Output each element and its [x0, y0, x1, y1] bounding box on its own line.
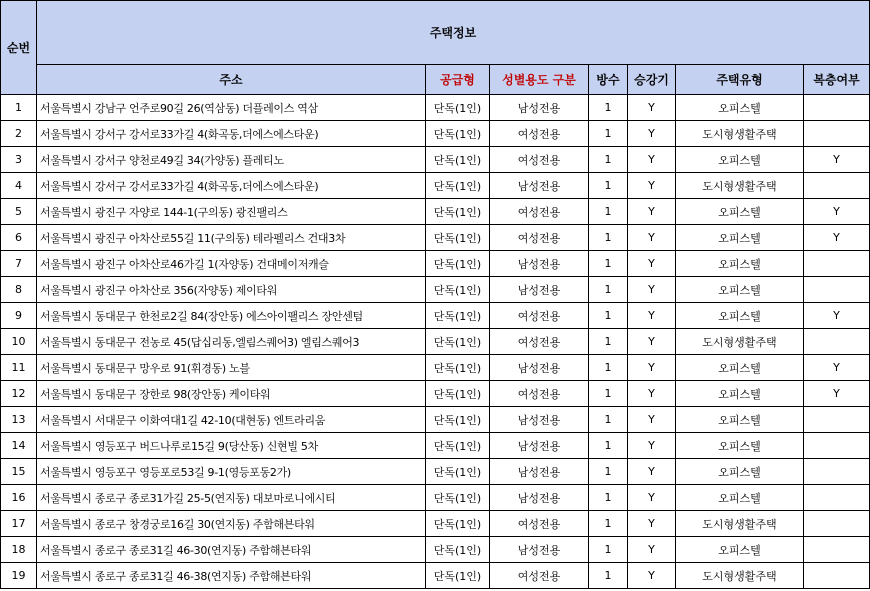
cell-housing-type[interactable]: 오피스텔 [676, 303, 804, 329]
cell-duplex[interactable] [804, 121, 870, 147]
cell-housing-type[interactable]: 오피스텔 [676, 537, 804, 563]
cell-duplex[interactable] [804, 563, 870, 589]
table-row [1, 329, 870, 355]
cell-address[interactable]: 서울특별시 광진구 아차산로 356(자양동) 제이타워 [37, 277, 426, 303]
cell-address[interactable]: 서울특별시 동대문구 전농로 45(답십리동,엘림스퀘어3) 엘림스퀘어3 [37, 329, 426, 355]
cell-supply-type[interactable]: 단독(1인) [426, 147, 490, 173]
cell-address[interactable]: 서울특별시 강서구 강서로33가길 4(화곡동,더에스에스타운) [37, 173, 426, 199]
cell-elevator[interactable]: Y [628, 563, 676, 589]
col-header-no[interactable]: 순번 [1, 1, 37, 95]
cell-supply-type[interactable]: 단독(1인) [426, 355, 490, 381]
cell-rooms[interactable]: 1 [589, 173, 628, 199]
table-row [1, 251, 870, 277]
cell-rooms[interactable]: 1 [589, 329, 628, 355]
cell-address[interactable]: 서울특별시 종로구 종로31길 46-38(연지동) 주함해븐타워 [37, 563, 426, 589]
cell-gender-use[interactable]: 여성전용 [490, 225, 589, 251]
cell-elevator[interactable]: Y [628, 303, 676, 329]
cell-rooms[interactable]: 1 [589, 303, 628, 329]
cell-gender-use[interactable]: 남성전용 [490, 459, 589, 485]
table-row [1, 433, 870, 459]
cell-address[interactable]: 서울특별시 서대문구 이화여대1길 42-10(대현동) 엔트라리움 [37, 407, 426, 433]
cell-no[interactable]: 6 [1, 225, 37, 251]
cell-gender-use[interactable]: 남성전용 [490, 433, 589, 459]
cell-supply-type[interactable]: 단독(1인) [426, 511, 490, 537]
cell-housing-type[interactable]: 도시형생활주택 [676, 563, 804, 589]
table-row [1, 511, 870, 537]
col-header-elevator[interactable]: 승강기 [628, 65, 676, 95]
cell-duplex[interactable] [804, 433, 870, 459]
cell-elevator[interactable]: Y [628, 251, 676, 277]
table-row [1, 381, 870, 407]
cell-supply-type[interactable]: 단독(1인) [426, 225, 490, 251]
table-row [1, 225, 870, 251]
cell-no[interactable]: 4 [1, 173, 37, 199]
cell-no[interactable]: 11 [1, 355, 37, 381]
cell-supply-type[interactable]: 단독(1인) [426, 433, 490, 459]
cell-elevator[interactable]: Y [628, 537, 676, 563]
cell-address[interactable]: 서울특별시 동대문구 장한로 98(장안동) 케이타워 [37, 381, 426, 407]
cell-gender-use[interactable]: 여성전용 [490, 511, 589, 537]
cell-supply-type[interactable]: 단독(1인) [426, 381, 490, 407]
cell-rooms[interactable]: 1 [589, 537, 628, 563]
cell-gender-use[interactable]: 여성전용 [490, 329, 589, 355]
cell-duplex[interactable] [804, 485, 870, 511]
table-row [1, 355, 870, 381]
cell-rooms[interactable]: 1 [589, 147, 628, 173]
cell-address[interactable]: 서울특별시 종로구 창경궁로16길 30(연지동) 주함해븐타워 [37, 511, 426, 537]
cell-duplex[interactable] [804, 251, 870, 277]
cell-duplex[interactable]: Y [804, 303, 870, 329]
cell-no[interactable]: 19 [1, 563, 37, 589]
cell-rooms[interactable]: 1 [589, 225, 628, 251]
cell-duplex[interactable] [804, 537, 870, 563]
cell-no[interactable]: 15 [1, 459, 37, 485]
cell-gender-use[interactable]: 여성전용 [490, 563, 589, 589]
cell-no[interactable]: 7 [1, 251, 37, 277]
cell-address[interactable]: 서울특별시 영등포구 버드나루로15길 9(당산동) 신현빌 5차 [37, 433, 426, 459]
col-header-gender-use[interactable]: 성별용도 구분 [490, 65, 589, 95]
cell-rooms[interactable]: 1 [589, 459, 628, 485]
cell-address[interactable]: 서울특별시 광진구 아차산로46가길 1(자양동) 건대메이저캐슬 [37, 251, 426, 277]
cell-no[interactable]: 1 [1, 95, 37, 121]
cell-elevator[interactable]: Y [628, 147, 676, 173]
col-header-housing-type[interactable]: 주택유형 [676, 65, 804, 95]
cell-supply-type[interactable]: 단독(1인) [426, 173, 490, 199]
table-row [1, 485, 870, 511]
cell-supply-type[interactable]: 단독(1인) [426, 459, 490, 485]
cell-housing-type[interactable]: 도시형생활주택 [676, 173, 804, 199]
table-row [1, 173, 870, 199]
cell-no[interactable]: 18 [1, 537, 37, 563]
table-row [1, 303, 870, 329]
cell-gender-use[interactable]: 여성전용 [490, 303, 589, 329]
cell-elevator[interactable]: Y [628, 433, 676, 459]
cell-duplex[interactable] [804, 407, 870, 433]
cell-housing-type[interactable]: 오피스텔 [676, 407, 804, 433]
cell-no[interactable]: 16 [1, 485, 37, 511]
cell-duplex[interactable]: Y [804, 381, 870, 407]
cell-rooms[interactable]: 1 [589, 355, 628, 381]
cell-duplex[interactable]: Y [804, 225, 870, 251]
cell-supply-type[interactable]: 단독(1인) [426, 95, 490, 121]
cell-rooms[interactable]: 1 [589, 511, 628, 537]
cell-elevator[interactable]: Y [628, 277, 676, 303]
cell-elevator[interactable]: Y [628, 459, 676, 485]
cell-supply-type[interactable]: 단독(1인) [426, 537, 490, 563]
cell-housing-type[interactable]: 오피스텔 [676, 355, 804, 381]
cell-supply-type[interactable]: 단독(1인) [426, 199, 490, 225]
group-header-housing-info[interactable]: 주택정보 [37, 1, 870, 65]
col-header-rooms[interactable]: 방수 [589, 65, 628, 95]
col-header-address[interactable]: 주소 [37, 65, 426, 95]
col-header-supply-type[interactable]: 공급형 [426, 65, 490, 95]
cell-elevator[interactable]: Y [628, 225, 676, 251]
cell-rooms[interactable]: 1 [589, 277, 628, 303]
cell-housing-type[interactable]: 오피스텔 [676, 147, 804, 173]
cell-supply-type[interactable]: 단독(1인) [426, 485, 490, 511]
cell-housing-type[interactable]: 도시형생활주택 [676, 329, 804, 355]
cell-gender-use[interactable]: 남성전용 [490, 485, 589, 511]
cell-rooms[interactable]: 1 [589, 407, 628, 433]
table-row [1, 537, 870, 563]
table-body [1, 95, 870, 589]
cell-housing-type[interactable]: 오피스텔 [676, 251, 804, 277]
cell-address[interactable]: 서울특별시 강서구 강서로33가길 4(화곡동,더에스에스타운) [37, 121, 426, 147]
cell-no[interactable]: 3 [1, 147, 37, 173]
cell-rooms[interactable]: 1 [589, 95, 628, 121]
cell-gender-use[interactable]: 남성전용 [490, 95, 589, 121]
cell-housing-type[interactable]: 오피스텔 [676, 381, 804, 407]
cell-elevator[interactable]: Y [628, 95, 676, 121]
cell-elevator[interactable]: Y [628, 381, 676, 407]
cell-gender-use[interactable]: 남성전용 [490, 537, 589, 563]
cell-elevator[interactable]: Y [628, 355, 676, 381]
cell-no[interactable]: 5 [1, 199, 37, 225]
col-header-duplex[interactable]: 복층여부 [804, 65, 870, 95]
cell-rooms[interactable]: 1 [589, 199, 628, 225]
cell-no[interactable]: 10 [1, 329, 37, 355]
cell-duplex[interactable] [804, 173, 870, 199]
cell-housing-type[interactable]: 오피스텔 [676, 433, 804, 459]
cell-elevator[interactable]: Y [628, 511, 676, 537]
table-row [1, 407, 870, 433]
cell-no[interactable]: 8 [1, 277, 37, 303]
cell-elevator[interactable]: Y [628, 485, 676, 511]
cell-rooms[interactable]: 1 [589, 433, 628, 459]
cell-housing-type[interactable]: 오피스텔 [676, 199, 804, 225]
cell-address[interactable]: 서울특별시 강서구 양천로49길 34(가양동) 플레티노 [37, 147, 426, 173]
cell-address[interactable]: 서울특별시 광진구 아차산로55길 11(구의동) 테라펠리스 건대3차 [37, 225, 426, 251]
cell-duplex[interactable] [804, 329, 870, 355]
cell-address[interactable]: 서울특별시 동대문구 한천로2길 84(장안동) 에스아이팰리스 장안센텀 [37, 303, 426, 329]
cell-elevator[interactable]: Y [628, 329, 676, 355]
cell-no[interactable]: 2 [1, 121, 37, 147]
cell-duplex[interactable] [804, 511, 870, 537]
cell-rooms[interactable]: 1 [589, 251, 628, 277]
cell-rooms[interactable]: 1 [589, 485, 628, 511]
cell-housing-type[interactable]: 도시형생활주택 [676, 511, 804, 537]
cell-housing-type[interactable]: 오피스텔 [676, 277, 804, 303]
cell-gender-use[interactable]: 여성전용 [490, 199, 589, 225]
cell-no[interactable]: 14 [1, 433, 37, 459]
cell-gender-use[interactable]: 남성전용 [490, 251, 589, 277]
cell-address[interactable]: 서울특별시 종로구 종로31가길 25-5(연지동) 대보마로니에시티 [37, 485, 426, 511]
cell-duplex[interactable] [804, 277, 870, 303]
cell-rooms[interactable]: 1 [589, 563, 628, 589]
cell-elevator[interactable]: Y [628, 199, 676, 225]
cell-duplex[interactable]: Y [804, 199, 870, 225]
table-row [1, 199, 870, 225]
cell-gender-use[interactable]: 여성전용 [490, 381, 589, 407]
cell-housing-type[interactable]: 오피스텔 [676, 225, 804, 251]
cell-address[interactable]: 서울특별시 종로구 종로31길 46-30(연지동) 주함해븐타워 [37, 537, 426, 563]
cell-supply-type[interactable]: 단독(1인) [426, 303, 490, 329]
cell-housing-type[interactable]: 오피스텔 [676, 485, 804, 511]
table-row [1, 563, 870, 589]
cell-housing-type[interactable]: 도시형생활주택 [676, 121, 804, 147]
cell-elevator[interactable]: Y [628, 121, 676, 147]
cell-duplex[interactable]: Y [804, 147, 870, 173]
cell-supply-type[interactable]: 단독(1인) [426, 407, 490, 433]
cell-address[interactable]: 서울특별시 강남구 언주로90길 26(역삼동) 더플레이스 역삼 [37, 95, 426, 121]
cell-address[interactable]: 서울특별시 동대문구 망우로 91(휘경동) 노블 [37, 355, 426, 381]
cell-supply-type[interactable]: 단독(1인) [426, 251, 490, 277]
cell-gender-use[interactable]: 여성전용 [490, 121, 589, 147]
cell-supply-type[interactable]: 단독(1인) [426, 277, 490, 303]
table-row [1, 95, 870, 121]
cell-no[interactable]: 12 [1, 381, 37, 407]
cell-rooms[interactable]: 1 [589, 381, 628, 407]
table-row [1, 459, 870, 485]
cell-supply-type[interactable]: 단독(1인) [426, 329, 490, 355]
table-row [1, 121, 870, 147]
table-row [1, 277, 870, 303]
cell-elevator[interactable]: Y [628, 407, 676, 433]
cell-no[interactable]: 13 [1, 407, 37, 433]
cell-duplex[interactable]: Y [804, 355, 870, 381]
cell-gender-use[interactable]: 남성전용 [490, 355, 589, 381]
cell-gender-use[interactable]: 남성전용 [490, 277, 589, 303]
cell-no[interactable]: 17 [1, 511, 37, 537]
table-row [1, 147, 870, 173]
cell-supply-type[interactable]: 단독(1인) [426, 563, 490, 589]
cell-address[interactable]: 서울특별시 영등포구 영등포로53길 9-1(영등포동2가) [37, 459, 426, 485]
cell-gender-use[interactable]: 남성전용 [490, 173, 589, 199]
cell-housing-type[interactable]: 오피스텔 [676, 95, 804, 121]
cell-duplex[interactable] [804, 459, 870, 485]
cell-elevator[interactable]: Y [628, 173, 676, 199]
cell-supply-type[interactable]: 단독(1인) [426, 121, 490, 147]
cell-no[interactable]: 9 [1, 303, 37, 329]
cell-duplex[interactable] [804, 95, 870, 121]
cell-gender-use[interactable]: 여성전용 [490, 147, 589, 173]
cell-rooms[interactable]: 1 [589, 121, 628, 147]
cell-gender-use[interactable]: 남성전용 [490, 407, 589, 433]
cell-address[interactable]: 서울특별시 광진구 자양로 144-1(구의동) 광진팰리스 [37, 199, 426, 225]
cell-housing-type[interactable]: 오피스텔 [676, 459, 804, 485]
